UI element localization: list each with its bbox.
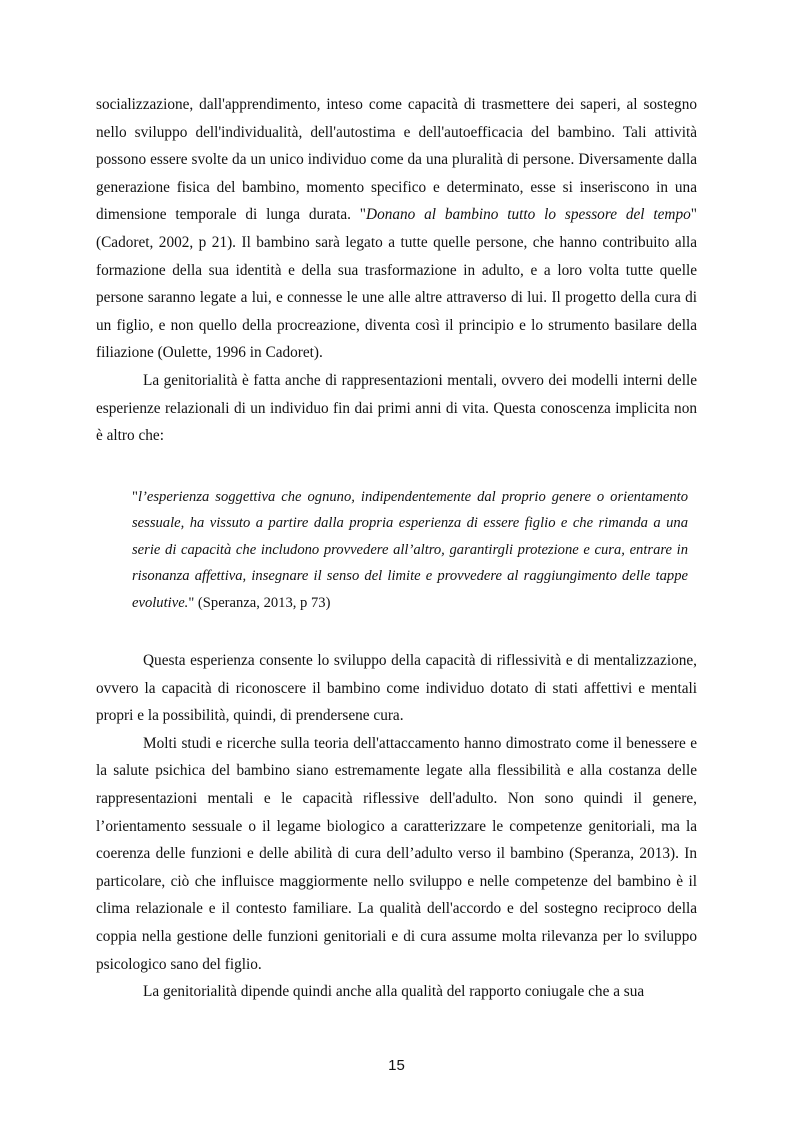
paragraph-1-italic-quote: Donano al bambino tutto lo spessore del tempo [366,206,691,224]
body-text-top [96,91,697,450]
quote-italic-text: l’esperienza soggettiva che ognuno, indipendentemente dal proprio genere o orientamento sessuale, ha vissuto a partire dalla propria esperienza di essere figlio e che rimanda a una serie di capacità che includono provvedere all’altro, garantirgli protezione e cura, entrare in risonanza affettiva, insegnare il senso del limite e provvedere al raggiungimento delle tappe evolutive. [132,489,688,611]
paragraph-5: La genitorialità dipende quindi anche alla qualità del rapporto coniugale che a sua [143,983,645,1001]
paragraph-1 [96,91,697,367]
paragraph-3: Questa esperienza consente lo sviluppo della capacità di riflessività e di mentalizzazione, ovvero la capacità di riconoscere il bambino come individuo dotato di stati affettivi e mentali propri e la possibilità, quindi, di prendersene cura. [96,652,697,725]
page-number: 15 [388,1057,405,1074]
block-quote [132,484,688,616]
body-text-bottom [96,647,697,1006]
paragraph-4: Molti studi e ricerche sulla teoria dell'attaccamento hanno dimostrato come il benessere e la salute psichica del bambino siano estremamente legate alla flessibilità e alla costanza delle rappresentazioni mentali e le capacità riflessive dell'adulto. Non sono quindi il genere, l’orientamento sessuale o il legame biologico a caratterizzare le competenze genitoriali, ma la coerenza delle funzioni e delle abilità di cura dell’adulto verso il bambino (Speranza, 2013). In particolare, ciò che influisce maggiormente nello sviluppo e nelle competenze del bambino è il clima relazionale e il contesto familiare. La qualità dell'accordo e del sostegno reciproco della coppia nella gestione delle funzioni genitoriali e di cura assume molta rilevanza per lo sviluppo psicologico sano del figlio. [96,734,697,973]
paragraph-2 [96,367,697,450]
paragraph-1-text-a: socializzazione, dall'apprendimento, inteso come capacità di trasmettere dei saperi, al sostegno nello sviluppo dell'individualità, dell'autostima e dell'autoefficacia del bambino. Tali attività possono essere svolte da un unico individuo come da una pluralità di persone. Diversamente dalla generazione fisica del bambino, momento specifico e determinato, esse si inseriscono in una dimensione temporale di lunga durata. " [96,96,697,224]
quote-citation: " (Speranza, 2013, p 73) [188,594,331,611]
quote-open-mark: " [132,489,138,505]
paragraph-2-text: La genitorialità è fatta anche di rappresentazioni mentali, ovvero dei modelli interni delle esperienze relazionali di un individuo fin dai primi anni di vita. Questa conoscenza implicita non è altro che: [96,371,697,445]
paragraph-1-text-b: " (Cadoret, 2002, p 21). Il bambino sarà legato a tutte quelle persone, che hanno contribuito alla formazione della sua identità e della sua trasformazione in adulto, e a loro volta tutte quelle persone saranno legate a lui, e connesse le une alle altre attraverso di lui. Il progetto della cura di un figlio, e non quello della procreazione, diventa così il principio e lo strumento basilare della filiazione (Oulette, 1996 in Cadoret). [96,206,697,362]
